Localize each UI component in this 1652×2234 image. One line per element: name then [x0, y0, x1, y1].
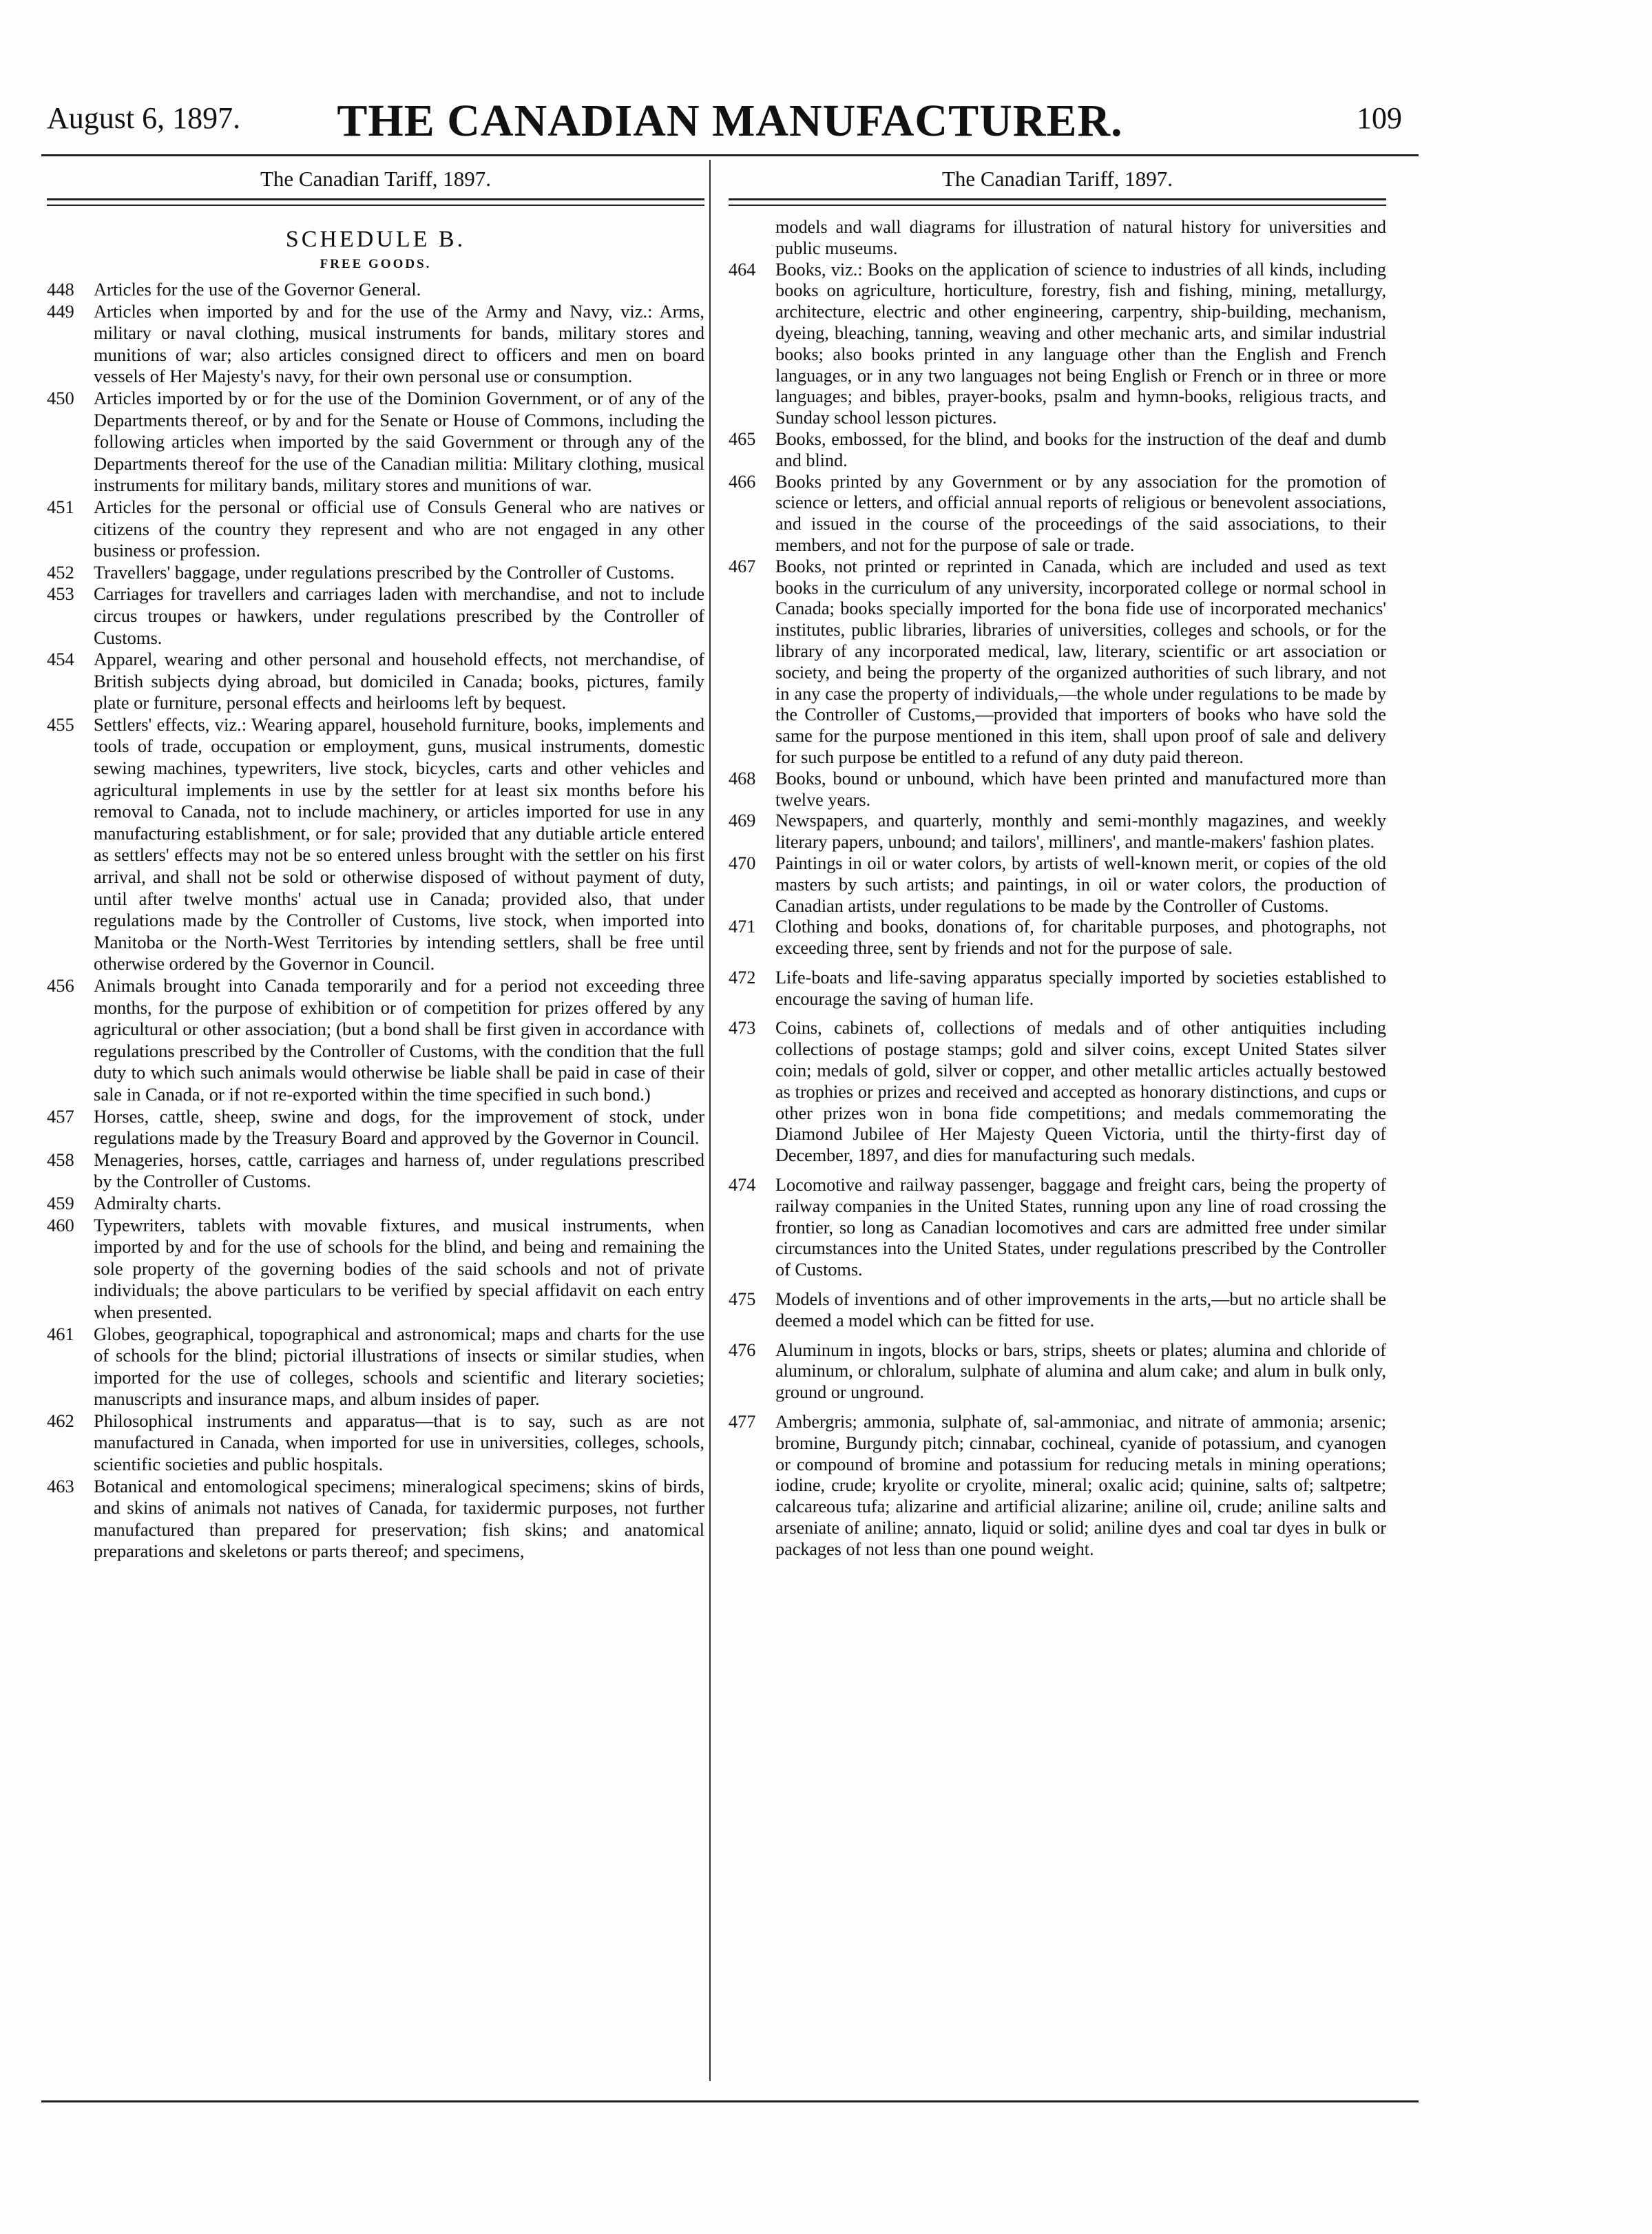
- item-text: Coins, cabinets of, collections of medals and of other antiquities including collections of postage stamps; gold and silver coins, except United States silver coin; medals of gold, silver or copper, and other metallic articles actually bestowed as trophies or prizes and received and accepted as honorary distinctions, and cups or other prizes won in bona fide competitions; and medals commemorating the Diamond Jubilee of Her Majesty Queen Victoria, until the thirty-first day of December, 1897, and dies for manufacturing such medals.: [775, 1018, 1386, 1166]
- tariff-item-458: [47, 1149, 704, 1193]
- tariff-item-475: [729, 1289, 1386, 1332]
- tariff-item-473: [729, 1018, 1386, 1167]
- tariff-item-466: [729, 472, 1386, 556]
- tariff-item-471: [729, 917, 1386, 959]
- issue-date: August 6, 1897.: [47, 101, 241, 135]
- tariff-item-464: [729, 260, 1386, 429]
- item-text: Horses, cattle, sheep, swine and dogs, for the improvement of stock, under regulations made by the Treasury Board and approved by the Governor in Council.: [94, 1105, 704, 1149]
- item-text: Typewriters, tablets with movable fixtures, and musical instruments, when imported by and for the use of schools for the blind, and being and remaining the sole property of the governing bodies of the said schools and not of private individuals; the above particulars to be verified by special affidavit on each entry when presented.: [94, 1214, 704, 1322]
- bottom-rule: [41, 2100, 1419, 2102]
- item-text: Books, bound or unbound, which have been printed and manufactured more than twelve years.: [775, 768, 1386, 810]
- item-text: Menageries, horses, cattle, carriages and harness of, under regulations prescribed by the Controller of Customs.: [94, 1149, 704, 1192]
- tariff-item-465: [729, 429, 1386, 472]
- tariff-item-456: [47, 975, 704, 1106]
- tariff-item-469: [729, 811, 1386, 853]
- tariff-item-452: [47, 562, 704, 584]
- item-text: Aluminum in ingots, blocks or bars, strips, sheets or plates; alumina and chloride of aluminum, or chloralum, sulphate of alumina and alum cake; and alum in bulk only, ground or unground.: [775, 1339, 1386, 1403]
- page-number: 109: [1357, 101, 1402, 135]
- item-number: 469: [729, 811, 756, 831]
- item-number: 451: [47, 496, 74, 517]
- item-text: Settlers' effects, viz.: Wearing apparel, household furniture, books, implements and tools of trade, occupation or employment, guns, musical instruments, domestic sewing machines, typewriters, live stock, bicycles, carts and other vehicles and agricultural implements in use by the settler for at least six months before his removal to Canada, not to include machinery, or articles imported for use in any manufacturing establishment, or for sale; provided that any dutiable article entered as settlers' effects may not be so entered unless brought with the settler on his first arrival, and shall not be sold or otherwise disposed of without payment of duty, until after twelve months' actual use in Canada; provided also, that under regulations made by the Controller of Customs, live stock, when imported into Manitoba or the North-West Territories by intending settlers, shall be free until otherwise ordered by the Governor in Council.: [94, 713, 704, 974]
- item-text: Ambergris; ammonia, sulphate of, sal-ammoniac, and nitrate of ammonia; arsenic; bromine, Burgundy pitch; cinnabar, cochineal, cyanide of potassium, and cyanogen or compound of bromine and potassium for reducing metals in mining operations; iodine, crude; kryolite or cryolite, mineral; oxalic acid; quinine, salts of; saltpetre; calcareous tufa; alizarine and artificial alizarine; aniline oil, crude; aniline salts and arseniate of aniline; annato, liquid or solid; aniline dyes and coal tar dyes in bulk or packages of not less than one pound weight.: [775, 1412, 1386, 1559]
- item-text: models and wall diagrams for illustration of natural history for universities and public museums.: [775, 217, 1386, 258]
- item-text: Books printed by any Government or by any association for the promotion of science or letters, and official annual reports of religious or benevolent associations, and issued in the course of the proceedings of the said associations, to their members, and not for the purpose of sale or trade.: [775, 471, 1386, 555]
- tariff-item-468: [729, 769, 1386, 811]
- item-text: Paintings in oil or water colors, by artists of well-known merit, or copies of the old masters by such artists; and paintings, in oil or water colors, the production of Canadian artists, under regulations to be made by the Controller of Customs.: [775, 853, 1386, 916]
- item-number: 455: [47, 713, 74, 735]
- item-text: Books, embossed, for the blind, and books for the instruction of the deaf and dumb and blind.: [775, 428, 1386, 470]
- tariff-item-449: [47, 301, 704, 388]
- item-text: Books, not printed or reprinted in Canada, which are included and used as text books in the curriculum of any university, incorporated college or normal school in Canada; books specially imported for the bona fide use of incorporated mechanics' institutes, public libraries, libraries of universities, colleges and schools, or for the library of any incorporated medical, law, literary, scientific or art association or society, and being the property of the organized authorities of such library, and not in any case the property of individuals,—the whole under regulations to be made by the Controller of Customs,—provided that importers of books who have sold the same for the purpose mentioned in this item, shall upon proof of sale and delivery for such purpose be entitled to a refund of any duty paid thereon.: [775, 556, 1386, 767]
- left-column-heading: The Canadian Tariff, 1897.: [47, 160, 704, 200]
- item-number: 474: [729, 1175, 756, 1196]
- tariff-item-463-continued: [729, 217, 1386, 260]
- item-number: 464: [729, 259, 756, 280]
- tariff-item-455: [47, 714, 704, 975]
- tariff-item-474: [729, 1175, 1386, 1281]
- tariff-item-461: [47, 1324, 704, 1410]
- item-number: 450: [47, 387, 74, 408]
- tariff-item-467: [729, 556, 1386, 769]
- publication-title: THE CANADIAN MANUFACTURER.: [337, 96, 1123, 146]
- item-number: 462: [47, 1410, 74, 1431]
- right-column: [729, 160, 1386, 2088]
- left-heading-rule: [47, 205, 704, 206]
- right-entry-list: [729, 217, 1386, 1560]
- item-number: 457: [47, 1105, 74, 1127]
- tariff-item-457: [47, 1106, 704, 1149]
- masthead-rule: [41, 154, 1419, 156]
- item-text: Locomotive and railway passenger, baggage and freight cars, being the property of railway companies in the United States, running upon any line of road crossing the frontier, so long as Canadian locomotives and cars are admitted free under similar circumstances into the United States, under regulations prescribed by the Controller of Customs.: [775, 1175, 1386, 1280]
- item-text: Newspapers, and quarterly, monthly and semi-monthly magazines, and weekly literary papers, unbound; and tailors', milliners', and mantle-makers' fashion plates.: [775, 811, 1386, 853]
- item-text: Philosophical instruments and apparatus—that is to say, such as are not manufactured in Canada, when imported for use in universities, colleges, schools, scientific societies and public hospitals.: [94, 1410, 704, 1475]
- tariff-item-459: [47, 1193, 704, 1215]
- item-text: Animals brought into Canada temporarily and for a period not exceeding three months, for the purpose of exhibition or of competition for prizes offered by any agricultural or other association; (but a bond shall be first given in accordance with regulations prescribed by the Controller of Customs, with the condition that the full duty to which such animals would otherwise be liable shall be paid in case of their sale in Canada, or if not re-exported within the time specified in such bond.): [94, 975, 704, 1105]
- tariff-item-477: [729, 1412, 1386, 1560]
- item-number: 466: [729, 471, 756, 492]
- item-number: 453: [47, 583, 74, 605]
- item-text: Models of inventions and of other improvements in the arts,—but no article shall be deemed a model which can be fitted for use.: [775, 1289, 1386, 1330]
- item-text: Globes, geographical, topographical and astronomical; maps and charts for the use of schools for the blind; pictorial illustrations of insects or similar studies, when imported for the use of colleges, schools and scientific and literary societies; manuscripts and insurance maps, and album insides of paper.: [94, 1323, 704, 1410]
- item-number: 476: [729, 1339, 756, 1360]
- item-number: 473: [729, 1018, 756, 1038]
- schedule-title: SCHEDULE B.: [285, 227, 466, 252]
- tariff-item-448: [47, 279, 704, 301]
- tariff-item-462: [47, 1410, 704, 1476]
- item-number: 477: [729, 1412, 756, 1432]
- item-number: 470: [729, 853, 756, 873]
- item-number: 448: [47, 279, 74, 300]
- item-number: 472: [729, 967, 756, 988]
- item-number: 468: [729, 768, 756, 789]
- masthead: [41, 96, 1419, 152]
- left-column: [47, 160, 704, 2088]
- item-text: Admiralty charts.: [94, 1192, 222, 1213]
- item-text: Carriages for travellers and carriages laden with merchandise, and not to include circus troupes or hawkers, under regulations prescribed by the Controller of Customs.: [94, 583, 704, 648]
- item-number: 463: [47, 1475, 74, 1496]
- tariff-item-472: [729, 968, 1386, 1010]
- item-text: Clothing and books, donations of, for charitable purposes, and photographs, not exceeding three, sent by friends and not for the purpose of sale.: [775, 917, 1386, 959]
- item-number: 449: [47, 300, 74, 322]
- right-column-heading: The Canadian Tariff, 1897.: [729, 160, 1386, 200]
- schedule-subtitle: FREE GOODS.: [320, 257, 432, 271]
- item-text: Life-boats and life-saving apparatus specially imported by societies established to encourage the saving of human life.: [775, 967, 1386, 1009]
- item-number: 461: [47, 1323, 74, 1344]
- tariff-item-476: [729, 1340, 1386, 1403]
- item-number: 459: [47, 1192, 74, 1213]
- tariff-item-463: [47, 1476, 704, 1563]
- item-text: Articles for the personal or official use of Consuls General who are natives or citizens of the country they represent and who are not engaged in any other business or profession.: [94, 496, 704, 561]
- item-text: Travellers' baggage, under regulations prescribed by the Controller of Customs.: [94, 561, 675, 583]
- item-number: 454: [47, 649, 74, 670]
- item-number: 458: [47, 1149, 74, 1170]
- item-number: 460: [47, 1214, 74, 1235]
- column-divider: [709, 160, 711, 2081]
- item-text: Botanical and entomological specimens; mineralogical specimens; skins of birds, and skins of animals not natives of Canada, for taxidermic purposes, not further manufactured than prepared for preservation; fish skins; and anatomical preparations and skeletons or parts thereof; and specimens,: [94, 1475, 704, 1562]
- left-entry-list: [47, 279, 704, 1563]
- tariff-item-451: [47, 497, 704, 562]
- tariff-item-453: [47, 583, 704, 649]
- item-number: 452: [47, 561, 74, 583]
- item-number: 475: [729, 1289, 756, 1310]
- item-text: Books, viz.: Books on the application of science to industries of all kinds, including books on agriculture, horticulture, forestry, fish and fishing, mining, metallurgy, architecture, electric and other engineering, carpentry, ship-building, mechanism, dyeing, bleaching, tanning, weaving and other mechanic arts, and similar industrial books; also books printed in any language other than the English and French languages, or in any two languages not being English or French or in three or more languages; and bibles, prayer-books, psalm and hymn-books, religious tracts, and Sunday school lesson pictures.: [775, 259, 1386, 428]
- item-text: Apparel, wearing and other personal and household effects, not merchandise, of British subjects dying abroad, but domiciled in Canada; books, pictures, family plate or furniture, personal effects and heirlooms left by bequest.: [94, 649, 704, 713]
- item-number: 467: [729, 556, 756, 576]
- tariff-item-470: [729, 853, 1386, 917]
- item-number: 471: [729, 917, 756, 937]
- item-number: 465: [729, 428, 756, 449]
- tariff-item-454: [47, 649, 704, 714]
- right-heading-rule: [729, 205, 1386, 206]
- item-text: Articles for the use of the Governor General.: [94, 279, 421, 300]
- item-text: Articles imported by or for the use of the Dominion Government, or of any of the Departments thereof, or by and for the Senate or House of Commons, including the following articles when imported by the said Government or through any of the Departments thereof for the use of the Canadian militia: Military clothing, musical instruments for military bands, military stores and munitions of war.: [94, 387, 704, 496]
- tariff-item-460: [47, 1215, 704, 1324]
- item-text: Articles when imported by and for the use of the Army and Navy, viz.: Arms, military or naval clothing, musical instruments for bands, military stores and munitions of war; also articles consigned direct to officers and men on board vessels of Her Majesty's navy, for their own personal use or consumption.: [94, 300, 704, 387]
- tariff-item-450: [47, 388, 704, 497]
- item-number: 456: [47, 975, 74, 996]
